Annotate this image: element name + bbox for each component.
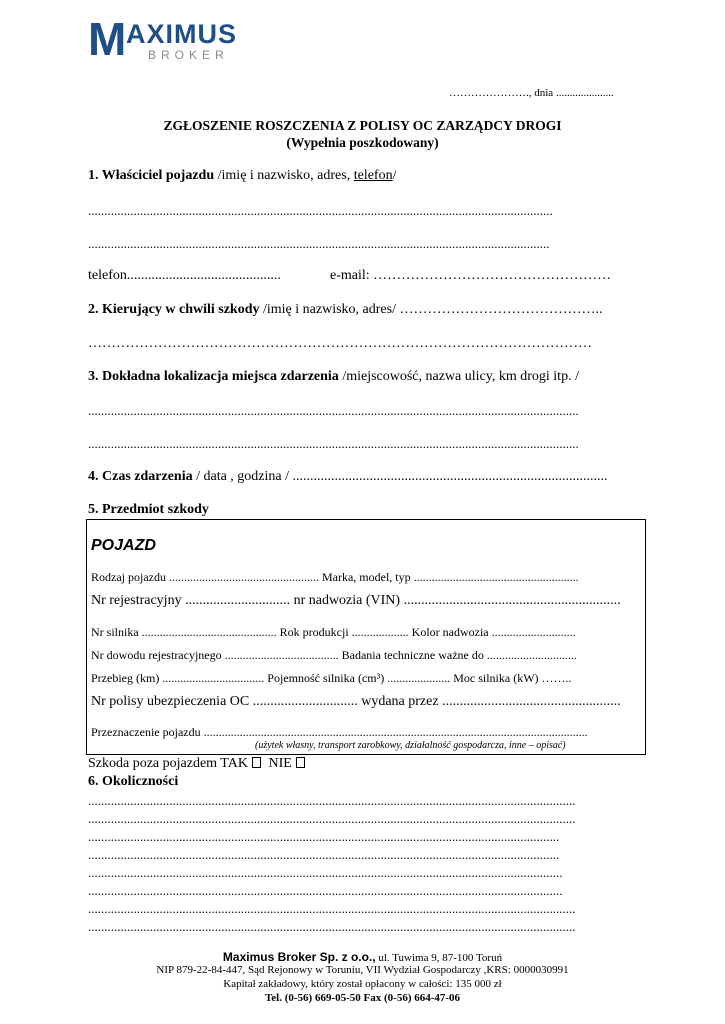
section-6-label: 6. Okoliczności <box>88 774 179 789</box>
section-3-label: 3. Dokładna lokalizacja miejsca zdarzenia <box>88 369 339 384</box>
policy-row[interactable]: Nr polisy ubezpieczenia OC .............................. wydana przez ................................................... <box>91 694 621 709</box>
circumstances-line[interactable]: ................................................................................................................................................. <box>88 829 560 844</box>
circumstances-line[interactable]: .................................................................................................................................................. <box>88 883 563 898</box>
vehicle-box-title: POJAZD <box>91 537 156 554</box>
company-logo <box>88 13 270 66</box>
section-1-hint-end: / <box>392 168 397 183</box>
footer-registry: NIP 879-22-84-447, Sąd Rejonowy w Toruniu, VII Wydział Gospodarczy ,KRS: 0000030991 <box>156 964 569 976</box>
section-1-dots-2[interactable]: .............................................................................................................................................. <box>88 236 550 251</box>
section-2-label: 2. Kierujący w chwili szkody <box>88 302 260 317</box>
phone-field[interactable]: telefon............................................ <box>88 268 281 283</box>
circumstances-line[interactable]: ...................................................................................................................................................... <box>88 919 576 934</box>
circumstances-line[interactable]: ...................................................................................................................................................... <box>88 901 576 916</box>
mileage-row[interactable]: Przebieg (km) .................................. Pojemność silnika (cm³) ..................... Moc silnika (kW) …….. <box>91 671 572 685</box>
section-1-hint-phone: telefon <box>353 168 393 183</box>
section-4-label: 4. Czas zdarzenia <box>88 469 193 484</box>
circumstances-line[interactable]: ...................................................................................................................................................... <box>88 793 576 808</box>
footer-contact: Tel. (0-56) 669-05-50 Fax (0-56) 664-47-06 <box>264 992 461 1004</box>
yes-checkbox[interactable] <box>252 757 261 768</box>
footer-address: ul. Tuwima 9, 87-100 Toruń <box>375 952 503 964</box>
section-3-dots-1[interactable]: ....................................................................................................................................................... <box>88 403 579 418</box>
footer-company-name: Maximus Broker Sp. z o.o., <box>222 950 376 964</box>
section-3-hint: /miejscowość, nazwa ulicy, km drogi itp. / <box>338 369 579 384</box>
section-3-heading <box>88 369 579 385</box>
section-4-heading <box>88 469 608 485</box>
engine-row[interactable]: Nr silnika ............................................. Rok produkcji ................... Kolor nadwozia ............................ <box>91 625 576 639</box>
section-1-heading <box>88 168 396 184</box>
registration-doc-row[interactable]: Nr dowodu rejestracyjnego ...................................... Badania techniczne ważne do .............................. <box>91 648 577 662</box>
section-2-dots[interactable]: ……………………………………………………………………………………………… <box>88 336 592 351</box>
section-3-dots-2[interactable]: ....................................................................................................................................................... <box>88 436 579 451</box>
footer-company-line <box>0 950 725 964</box>
vehicle-box <box>86 519 646 755</box>
email-field[interactable]: e-mail: …………………………………………… <box>330 268 612 283</box>
date-line: …………………., dnia ..................... <box>449 87 614 99</box>
damage-outside-label: Szkoda poza pojazdem TAK <box>88 756 248 771</box>
vehicle-purpose-hint: (użytek własny, transport zarobkowy, działalność gospodarcza, inne – opisać) <box>255 740 566 751</box>
section-2-hint[interactable]: /imię i nazwisko, adres/ …………………………………….. <box>259 302 603 317</box>
circumstances-line[interactable]: .................................................................................................................................................. <box>88 865 563 880</box>
section-1-dots-1[interactable]: ............................................................................................................................................... <box>88 203 553 218</box>
damage-outside-row <box>88 756 309 772</box>
logo-subtext: BROKER <box>148 48 229 62</box>
vehicle-type-row[interactable]: Rodzaj pojazdu .................................................. Marka, model, typ ....................................................... <box>91 570 579 584</box>
vehicle-purpose-row[interactable]: Przeznaczenie pojazdu ................................................................................................................................ <box>91 725 588 739</box>
damage-outside-no-label: NIE <box>268 756 292 771</box>
form-title: ZGŁOSZENIE ROSZCZENIA Z POLISY OC ZARZĄDCY DROGI <box>163 118 562 133</box>
circumstances-line[interactable]: ...................................................................................................................................................... <box>88 811 576 826</box>
form-subtitle: (Wypełnia poszkodowany) <box>286 135 439 150</box>
logo-letter-m: M <box>88 13 126 65</box>
section-2-heading <box>88 302 602 318</box>
circumstances-line[interactable]: ................................................................................................................................................. <box>88 847 560 862</box>
logo-text: AXIMUS <box>126 19 238 49</box>
section-1-hint: /imię i nazwisko, adres, <box>214 168 354 183</box>
footer-capital: Kapitał zakładowy, który został opłacony w całości: 135 000 zł <box>223 978 502 990</box>
section-4-hint[interactable]: / data , godzina / .......................................................................................... <box>192 469 608 484</box>
section-1-label: 1. Właściciel pojazdu <box>88 168 215 183</box>
section-5-label: 5. Przedmiot szkody <box>88 502 209 517</box>
registration-row[interactable]: Nr rejestracyjny .............................. nr nadwozia (VIN) .............................................................. <box>91 593 621 608</box>
no-checkbox[interactable] <box>296 757 305 768</box>
